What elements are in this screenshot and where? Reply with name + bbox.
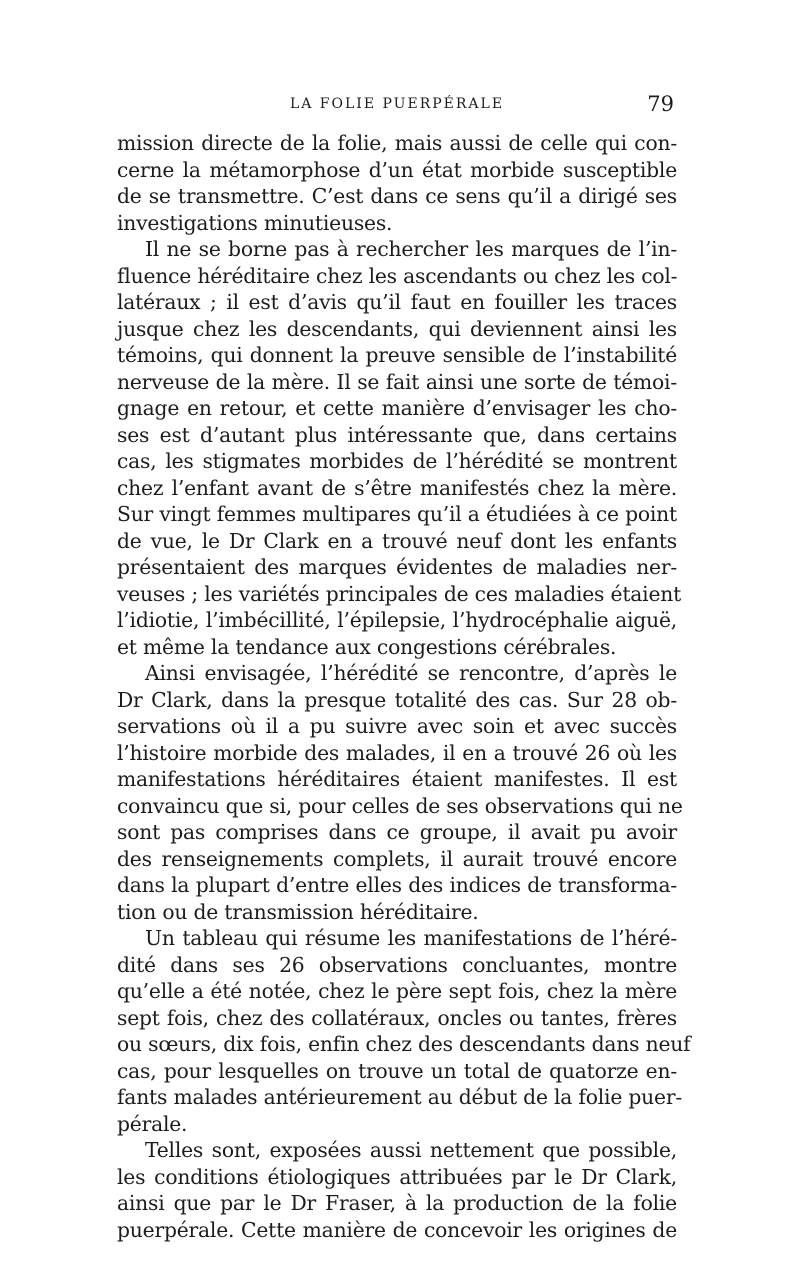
text-line: chez l’enfant avant de s’être manifestés chez la mère.	[117, 475, 677, 500]
text-line: cas, les stigmates morbides de l’hérédité se montrent	[117, 449, 677, 473]
text-line: dans la plupart d’entre elles des indices de transforma-	[117, 873, 677, 897]
text-line: ainsi que par le Dr Fraser, à la production de la folie	[117, 1191, 677, 1215]
text-line: nerveuse de la mère. Il se fait ainsi une sorte de témoi-	[117, 369, 677, 394]
text-line: de vue, le Dr Clark en a trouvé neuf dont les enfants	[117, 528, 677, 553]
text-line: ou sœurs, dix fois, enfin chez des descendants dans neuf	[117, 1032, 691, 1056]
text-line: gnage en retour, et cette manière d’envisager les cho-	[117, 396, 677, 420]
text-line: des renseignements complets, il aurait trouvé encore	[117, 846, 677, 871]
text-line: puerpérale. Cette manière de concevoir les origines de	[117, 1217, 677, 1242]
running-header	[118, 92, 676, 116]
text-line: jusque chez les descendants, qui deviennent ainsi les	[117, 316, 677, 341]
text-line: qu’elle a été notée, chez le père sept fois, chez la mère	[117, 979, 677, 1003]
text-line: l’idiotie, l’imbécillité, l’épilepsie, l’hydrocéphalie aiguë,	[117, 608, 677, 632]
text-line: servations où il a pu suivre avec soin et avec succès	[117, 714, 677, 738]
text-line: l’histoire morbide des malades, il en a trouvé 26 où les	[117, 740, 677, 765]
text-line: Ainsi envisagée, l’hérédité se rencontre, d’après le	[145, 661, 677, 685]
text-line: Sur vingt femmes multipares qu’il a étudiées à ce point	[117, 502, 677, 526]
text-line: cerne la métamorphose d’un état morbide susceptible	[117, 157, 677, 182]
text-line: les conditions étiologiques attribuées par le Dr Clark,	[117, 1164, 677, 1189]
text-line: dité dans ses 26 observations concluantes, montre	[117, 952, 677, 977]
text-line: et même la tendance aux congestions cérébrales.	[117, 634, 617, 659]
text-line: latéraux ; il est d’avis qu’il faut en fouiller les traces	[117, 290, 677, 314]
text-line: de se transmettre. C’est dans ce sens qu’il a dirigé ses	[117, 184, 677, 208]
text-line: investigations minutieuses.	[117, 210, 393, 235]
text-line: Dr Clark, dans la presque totalité des cas. Sur 28 ob-	[117, 687, 677, 712]
text-line: Telles sont, exposées aussi nettement que possible,	[145, 1138, 677, 1162]
text-line: pérale.	[117, 1111, 188, 1136]
body-text	[117, 130, 691, 1243]
text-line: présentaient des marques évidentes de maladies ner-	[117, 555, 677, 579]
text-line: cas, pour lesquelles on trouve un total de quatorze en-	[117, 1058, 677, 1083]
text-line: manifestations héréditaires étaient manifestes. Il est	[117, 767, 677, 791]
text-line: tion ou de transmission héréditaire.	[117, 899, 479, 924]
text-line: Il ne se borne pas à rechercher les marques de l’in-	[145, 237, 677, 261]
text-line: fants malades antérieurement au début de la folie puer-	[117, 1085, 682, 1109]
text-line: fluence héréditaire chez les ascendants ou chez les col-	[117, 263, 678, 288]
text-line: veuses ; les variétés principales de ces maladies étaient	[117, 581, 682, 606]
running-title: LA FOLIE PUERPÉRALE	[289, 96, 505, 112]
text-line: témoins, qui donnent la preuve sensible de l’instabilité	[117, 343, 677, 367]
text-line: sept fois, chez des collatéraux, oncles ou tantes, frères	[117, 1005, 677, 1030]
text-line: mission directe de la folie, mais aussi de celle qui con-	[117, 131, 677, 155]
text-line: Un tableau qui résume les manifestations de l’héré-	[145, 926, 677, 950]
text-line: sont pas comprises dans ce groupe, il avait pu avoir	[117, 820, 677, 844]
text-line: convaincu que si, pour celles de ses observations qui ne	[117, 793, 683, 818]
page-number: 79	[647, 92, 674, 116]
text-line: ses est d’autant plus intéressante que, dans certains	[117, 422, 677, 447]
